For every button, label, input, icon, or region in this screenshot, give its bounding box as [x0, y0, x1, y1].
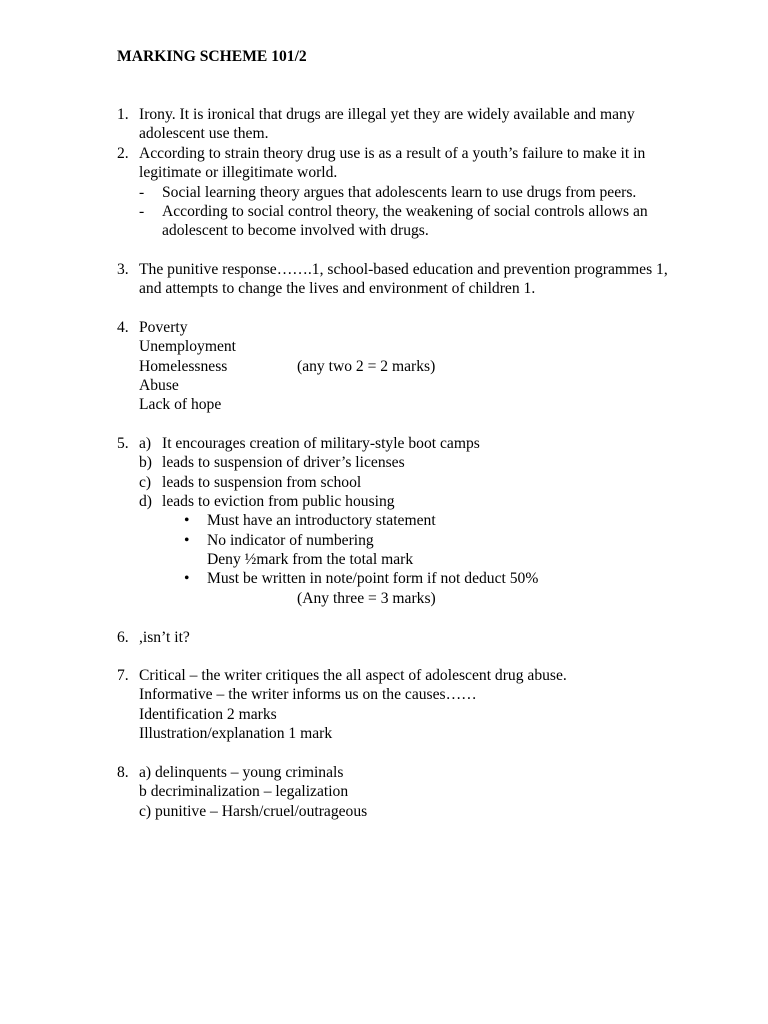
question-number: 3. — [117, 261, 129, 278]
answer-line: Critical – the writer critiques the all aspect of adolescent drug abuse. — [139, 667, 567, 684]
answer-line: ,isn’t it? — [139, 629, 190, 646]
item-marker: d) — [139, 493, 152, 510]
answer-line: Illustration/explanation 1 mark — [139, 725, 333, 742]
bullet-point: Must be written in note/point form if not deduct 50% — [207, 570, 539, 587]
question-number: 4. — [117, 319, 129, 336]
dash-marker: - — [139, 203, 145, 220]
answer-line: Identification 2 marks — [139, 706, 277, 723]
list-item: Lack of hope — [139, 396, 222, 413]
list-item: Poverty — [139, 319, 188, 336]
answer-line: c) punitive – Harsh/cruel/outrageous — [139, 803, 368, 820]
question-number: 1. — [117, 106, 129, 123]
dash-marker: - — [139, 184, 145, 201]
question-number: 6. — [117, 629, 129, 646]
bullet-point: Must have an introductory statement — [207, 512, 436, 529]
item-marker: a) — [139, 435, 152, 452]
list-item: Unemployment — [139, 338, 237, 355]
page-title: MARKING SCHEME 101/2 — [117, 48, 307, 65]
question-number: 7. — [117, 667, 129, 684]
answer-line: adolescent use them. — [139, 125, 269, 142]
answer-line: The punitive response…….1, school-based education and prevention programmes 1, — [139, 261, 668, 278]
answer-line: and attempts to change the lives and environment of children 1. — [139, 280, 536, 297]
list-item: It encourages creation of military-style boot camps — [162, 435, 480, 452]
list-item: Abuse — [139, 377, 179, 394]
answer-line: b decriminalization – legalization — [139, 783, 349, 800]
answer-line: Informative – the writer informs us on the causes…… — [139, 686, 477, 703]
answer-line: Irony. It is ironical that drugs are illegal yet they are widely available and many — [139, 106, 635, 123]
sub-point: Social learning theory argues that adolescents learn to use drugs from peers. — [162, 184, 637, 201]
question-number: 5. — [117, 435, 129, 452]
marks-note: (Any three = 3 marks) — [297, 590, 436, 607]
list-item: leads to eviction from public housing — [162, 493, 395, 510]
bullet-icon: • — [184, 532, 190, 549]
answer-line: legitimate or illegitimate world. — [139, 164, 338, 181]
item-marker: b) — [139, 454, 152, 471]
bullet-icon: • — [184, 512, 190, 529]
sub-point: According to social control theory, the weakening of social controls allows an — [162, 203, 648, 220]
bullet-point: No indicator of numbering — [207, 532, 374, 549]
item-marker: c) — [139, 474, 152, 491]
marks-note: (any two 2 = 2 marks) — [297, 358, 436, 375]
list-item: Homelessness — [139, 358, 228, 375]
bullet-icon: • — [184, 570, 190, 587]
deny-note: Deny ½mark from the total mark — [207, 551, 414, 568]
sub-point: adolescent to become involved with drugs. — [162, 222, 429, 239]
question-number: 2. — [117, 145, 129, 162]
question-number: 8. — [117, 764, 129, 781]
answer-line: According to strain theory drug use is as a result of a youth’s failure to make it in — [139, 145, 646, 162]
list-item: leads to suspension from school — [162, 474, 362, 491]
answer-line: a) delinquents – young criminals — [139, 764, 344, 781]
list-item: leads to suspension of driver’s licenses — [162, 454, 405, 471]
